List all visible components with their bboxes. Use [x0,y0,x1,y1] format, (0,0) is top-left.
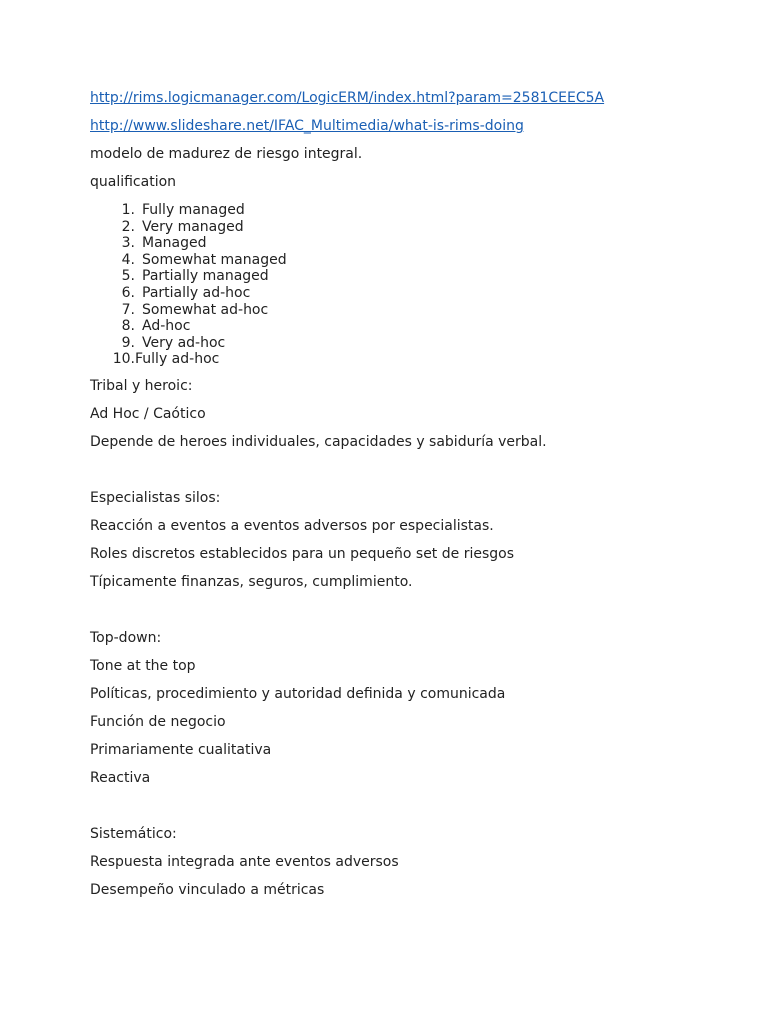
list-item-text: Fully ad-hoc [135,351,220,368]
list-item-text: Ad-hoc [142,318,191,335]
qualification-label: qualification [90,174,177,190]
list-item [90,235,730,252]
section-line: Respuesta integrada ante eventos adversos [90,853,399,870]
list-item-text: Somewhat ad-hoc [142,301,269,318]
list-item-text: Managed [142,235,207,252]
list-number: 8. [121,318,135,335]
qualification-list [90,202,730,368]
list-item [90,335,730,352]
list-item [90,302,730,319]
list-item [90,351,730,368]
section-line: Típicamente finanzas, seguros, cumplimiento. [90,573,413,590]
intro-text: modelo de madurez de riesgo integral. [90,146,363,162]
section-heading-sistematico: Sistemático: [90,825,177,842]
paragraph-spacer [90,462,730,490]
list-number: 10. [112,351,135,368]
list-item-text: Very ad-hoc [142,334,226,351]
rims-logicmanager-link[interactable]: http://rims.logicmanager.com/LogicERM/index.html?param=2581CEEC5A [90,90,605,106]
section-line: Desempeño vinculado a métricas [90,881,325,898]
list-item-text: Partially managed [142,268,269,285]
section-heading-tribal: Tribal y heroic: [90,377,193,394]
link-paragraph-1 [90,90,730,107]
slideshare-link[interactable]: http://www.slideshare.net/IFAC_Multimedia/what-is-rims-doing [90,118,524,134]
section-line: Función de negocio [90,713,226,730]
section-line: Políticas, procedimiento y autoridad definida y comunicada [90,685,506,702]
list-number: 1. [121,202,135,218]
section-line: Depende de heroes individuales, capacidades y sabiduría verbal. [90,433,547,450]
section-line: Reactiva [90,769,151,786]
list-item [90,268,730,285]
list-item [90,318,730,335]
list-item [90,252,730,269]
list-item [90,202,730,219]
section-heading-topdown: Top-down: [90,629,162,646]
paragraph-spacer [90,602,730,630]
list-item [90,285,730,302]
list-number: 4. [121,251,135,268]
list-number: 9. [121,334,135,351]
section-line: Primariamente cualitativa [90,741,272,758]
list-number: 7. [121,301,135,318]
section-line: Tone at the top [90,657,196,674]
section-line: Roles discretos establecidos para un pequeño set de riesgos [90,545,514,562]
list-item-text: Somewhat managed [142,251,287,268]
list-item [90,219,730,236]
list-number: 5. [121,268,135,285]
list-item-text: Fully managed [142,202,245,218]
list-item-text: Partially ad-hoc [142,284,251,301]
list-number: 3. [121,235,135,252]
list-number: 2. [121,218,135,235]
list-item-text: Very managed [142,218,244,235]
link-paragraph-2 [90,118,730,135]
document-page [90,90,730,910]
paragraph-spacer [90,798,730,826]
section-heading-silos: Especialistas silos: [90,489,221,506]
list-number: 6. [121,284,135,301]
section-line: Ad Hoc / Caótico [90,405,206,422]
section-line: Reacción a eventos a eventos adversos por especialistas. [90,517,494,534]
